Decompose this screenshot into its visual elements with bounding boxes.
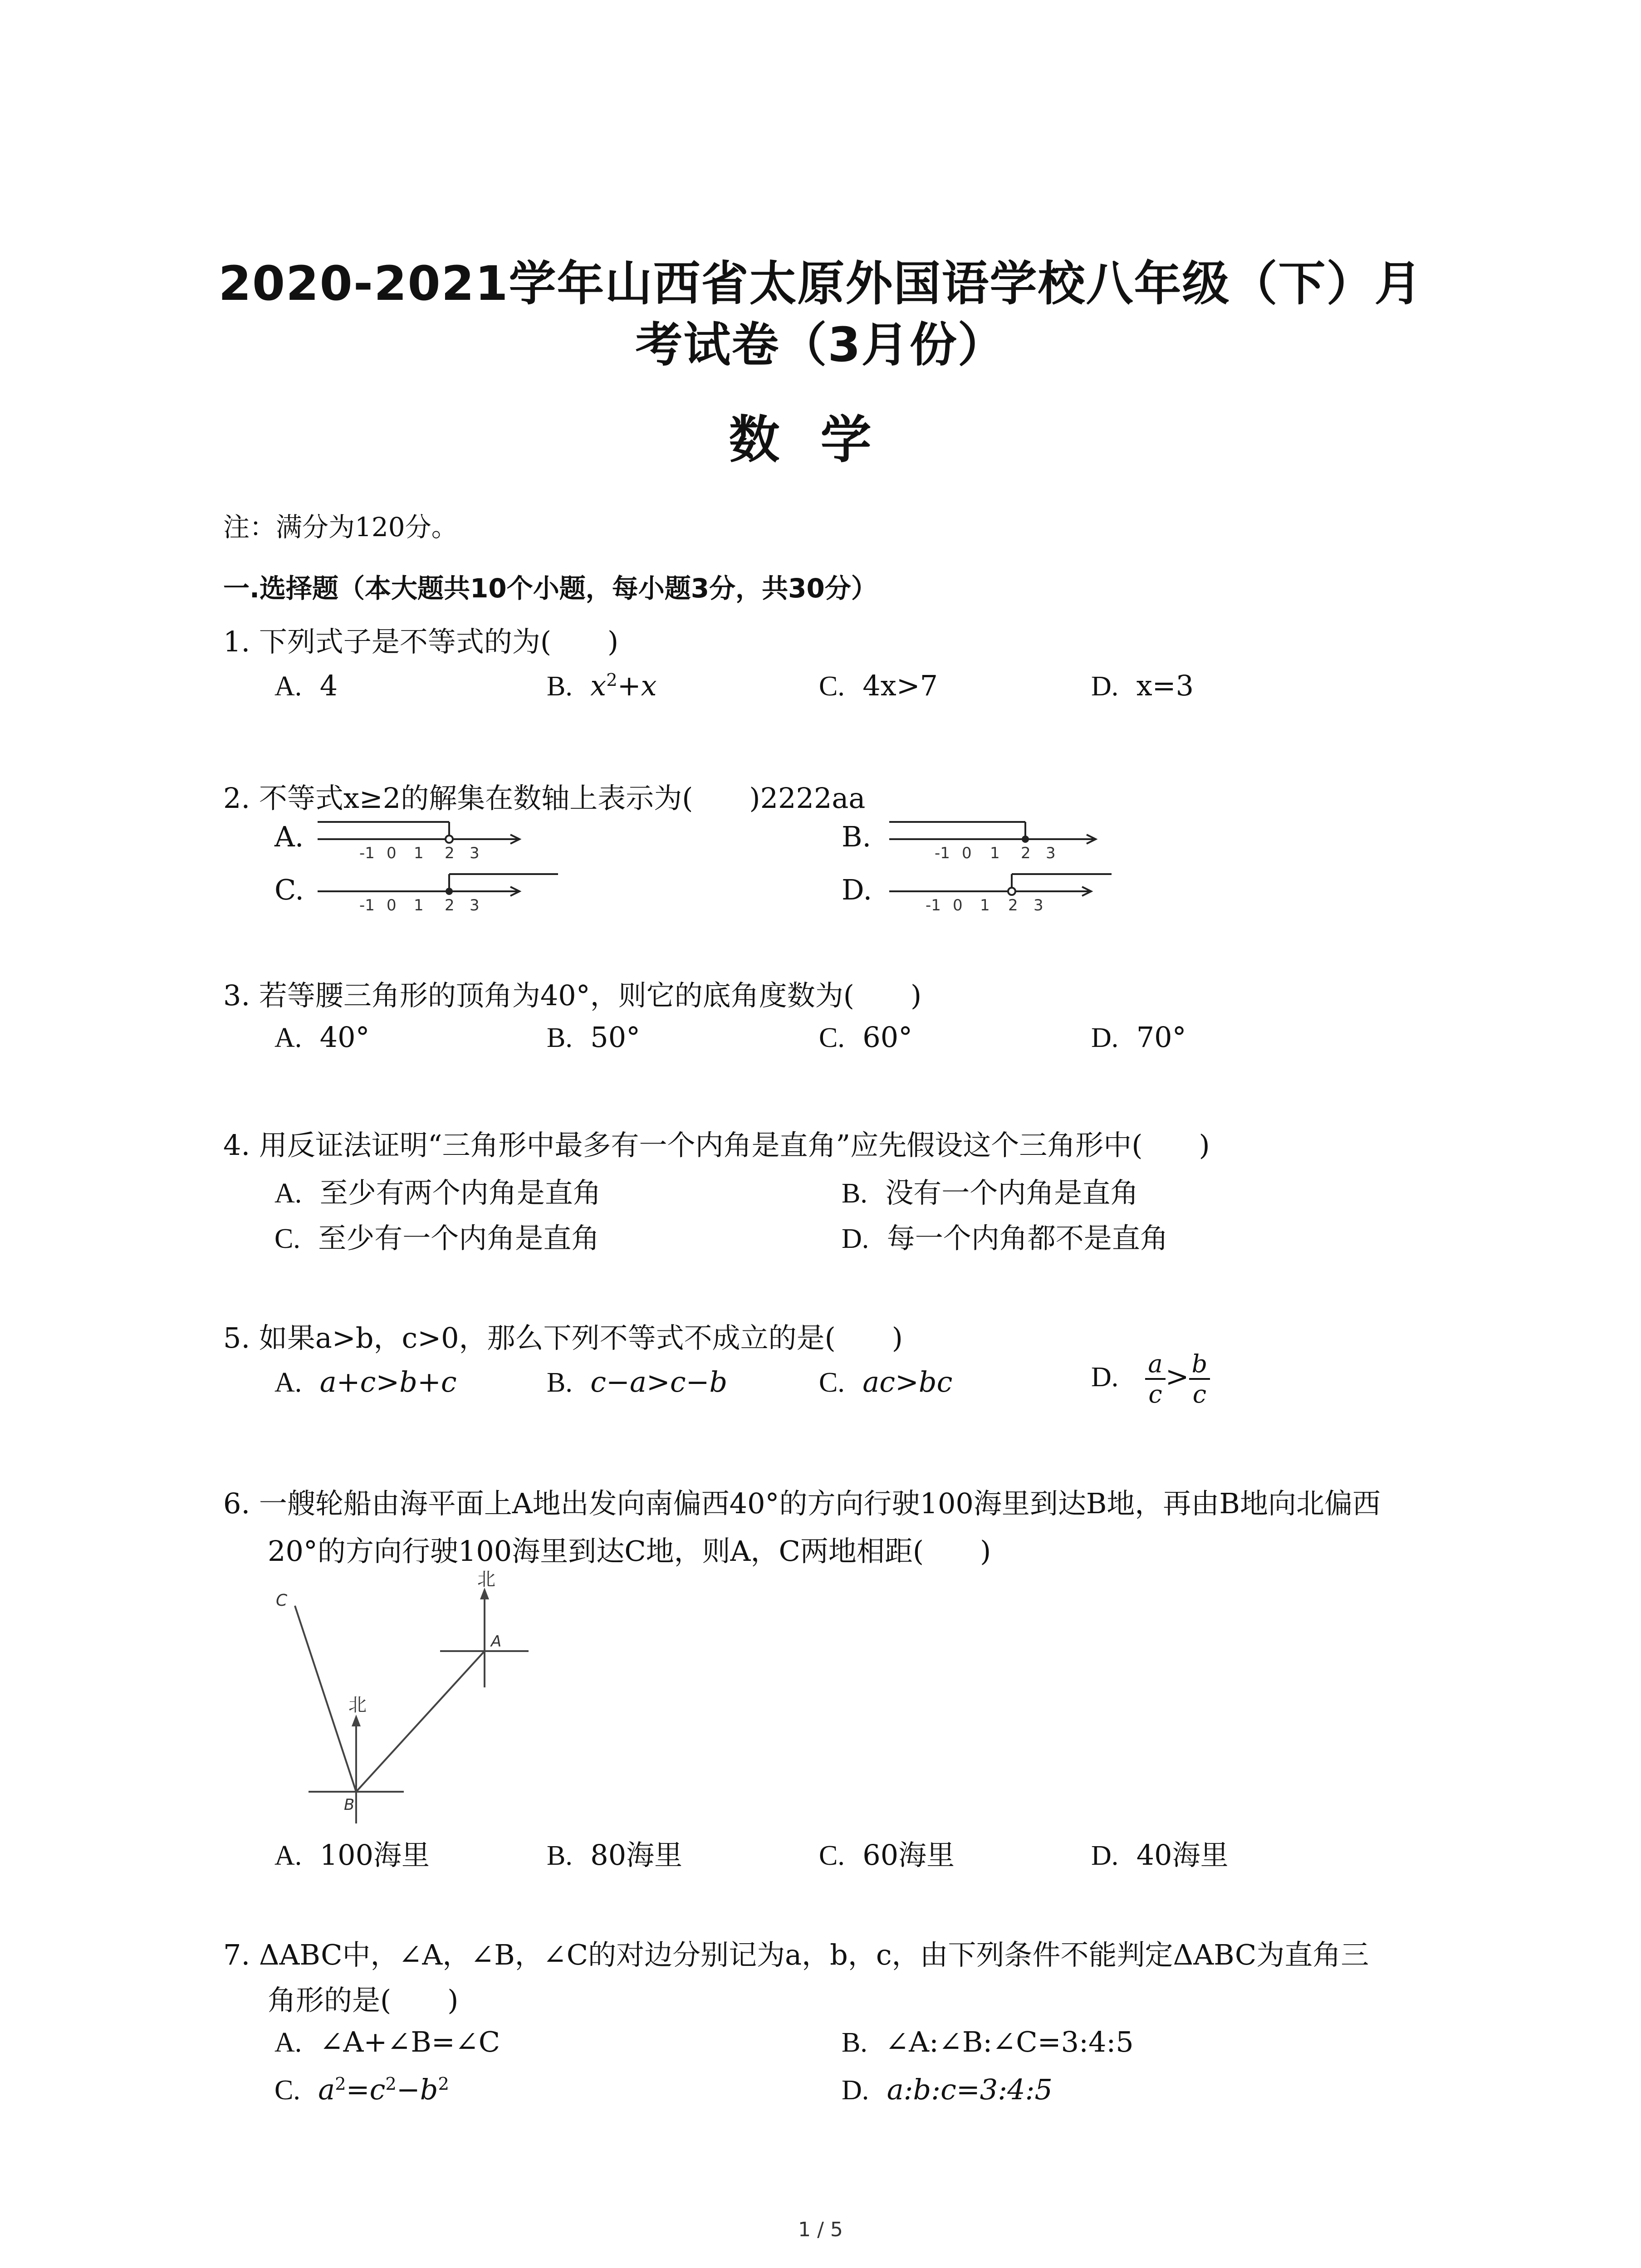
page-number: 1 / 5 xyxy=(798,2218,843,2241)
q7-option-c: C. $a^2=c^2-b^2$ xyxy=(274,2073,449,2106)
tick-label: 0 xyxy=(953,896,963,914)
tick-label: 3 xyxy=(470,844,480,862)
exam-title-line1: 2020-2021学年山西省太原外国语学校八年级（下）月 xyxy=(218,256,1423,311)
tick-label: 2 xyxy=(445,844,455,862)
tick-label: -1 xyxy=(935,844,950,862)
tick-label: 0 xyxy=(387,896,397,914)
tick-label: 2 xyxy=(1021,844,1031,862)
q1-option-a: A. 4 xyxy=(274,669,338,702)
q3-option-a: A. 40° xyxy=(274,1021,370,1054)
q6-option-d: D. 40海里 xyxy=(1091,1838,1229,1872)
q7-option-a: A. ∠A+∠B=∠C xyxy=(274,2025,500,2058)
tick-label: 1 xyxy=(414,844,424,862)
q3-stem: 3. 若等腰三角形的顶角为40°，则它的底角度数为( ) xyxy=(223,979,922,1012)
q2-number-line-d xyxy=(889,869,1143,919)
point-a-label: A xyxy=(491,1633,502,1651)
north-label-a: 北 xyxy=(477,1569,495,1590)
q2-stem: 2. 不等式x≥2的解集在数轴上表示为( )2222aa xyxy=(223,782,866,815)
q6-option-c: C. 60海里 xyxy=(819,1838,955,1872)
tick-label: 1 xyxy=(414,896,424,914)
q2-number-line-b xyxy=(889,816,1143,866)
tick-label: 0 xyxy=(962,844,972,862)
fraction-a-over-c: $\frac{a}{c}$ xyxy=(1145,1349,1165,1408)
tick-label: 1 xyxy=(980,896,990,914)
tick-label: 3 xyxy=(1034,896,1043,914)
q5-option-a: A. a+c>b+c xyxy=(274,1365,457,1398)
q1-option-b: B. $x^2+x$ xyxy=(547,669,657,702)
subject-heading: 数学 xyxy=(729,411,912,469)
q7-stem-line1: 7. ΔABC中，∠A，∠B，∠C的对边分别记为a，b，c，由下列条件不能判定ΔABC为直角三 xyxy=(223,1938,1369,1971)
q5-option-d: D. $\frac{a}{c}$ > $\frac{b}{c}$ xyxy=(1091,1349,1210,1408)
q6-stem-line2: 20°的方向行驶100海里到达C地，则A，C两地相距( ) xyxy=(268,1535,991,1568)
q7-option-b: B. ∠A:∠B:∠C=3:4:5 xyxy=(842,2025,1134,2058)
q7-option-d: D. a:b:c=3:4:5 xyxy=(842,2073,1053,2106)
q6-option-a: A. 100海里 xyxy=(274,1838,430,1872)
q5-stem: 5. 如果a>b，c>0，那么下列不等式不成立的是( ) xyxy=(223,1321,903,1354)
q4-option-b: B. 没有一个内角是直角 xyxy=(842,1176,1139,1209)
section-heading: 一.选择题（本大题共10个小题，每小题3分，共30分） xyxy=(223,573,877,604)
q2-label-d: D. xyxy=(842,873,872,906)
tick-label: 3 xyxy=(1046,844,1056,862)
q6-direction-diagram xyxy=(268,1569,558,1823)
score-note: 注：满分为120分。 xyxy=(223,512,458,543)
tick-label: 0 xyxy=(387,844,397,862)
q2-number-line-c xyxy=(318,869,572,919)
q3-option-d: D. 70° xyxy=(1091,1021,1186,1054)
q4-option-a: A. 至少有两个内角是直角 xyxy=(274,1176,601,1209)
q4-stem: 4. 用反证法证明“三角形中最多有一个内角是直角”应先假设这个三角形中( ) xyxy=(223,1129,1210,1162)
q5-option-c: C. ac>bc xyxy=(819,1365,953,1398)
tick-label: 2 xyxy=(445,896,455,914)
q2-label-a: A. xyxy=(274,820,304,853)
q3-option-b: B. 50° xyxy=(547,1021,641,1054)
tick-label: 2 xyxy=(1008,896,1018,914)
point-c-label: C xyxy=(276,1591,288,1610)
q5-option-b: B. c−a>c−b xyxy=(547,1365,728,1398)
q2-label-c: C. xyxy=(274,873,304,906)
tick-label: 3 xyxy=(470,896,480,914)
tick-label: -1 xyxy=(359,896,375,914)
point-b-label: B xyxy=(344,1796,355,1814)
q7-stem-line2: 角形的是( ) xyxy=(268,1984,459,2017)
q6-stem-line1: 6. 一艘轮船由海平面上A地出发向南偏西40°的方向行驶100海里到达B地，再由B地向北偏西 xyxy=(223,1487,1381,1520)
q1-option-d: D. x=3 xyxy=(1091,669,1194,702)
q1-stem: 1. 下列式子是不等式的为( ) xyxy=(223,625,619,658)
exam-title-line2: 考试卷（3月份） xyxy=(635,317,1006,372)
q6-option-b: B. 80海里 xyxy=(547,1838,683,1872)
fraction-b-over-c: $\frac{b}{c}$ xyxy=(1189,1349,1210,1408)
north-label-b: 北 xyxy=(348,1695,367,1716)
q4-option-d: D. 每一个内角都不是直角 xyxy=(842,1222,1168,1255)
q1-option-c: C. 4x>7 xyxy=(819,669,938,702)
q2-number-line-a xyxy=(318,816,572,866)
q4-option-c: C. 至少有一个内角是直角 xyxy=(274,1222,600,1255)
tick-label: 1 xyxy=(990,844,1000,862)
q2-label-b: B. xyxy=(842,820,872,853)
tick-label: -1 xyxy=(926,896,941,914)
q3-option-c: C. 60° xyxy=(819,1021,913,1054)
tick-label: -1 xyxy=(359,844,375,862)
